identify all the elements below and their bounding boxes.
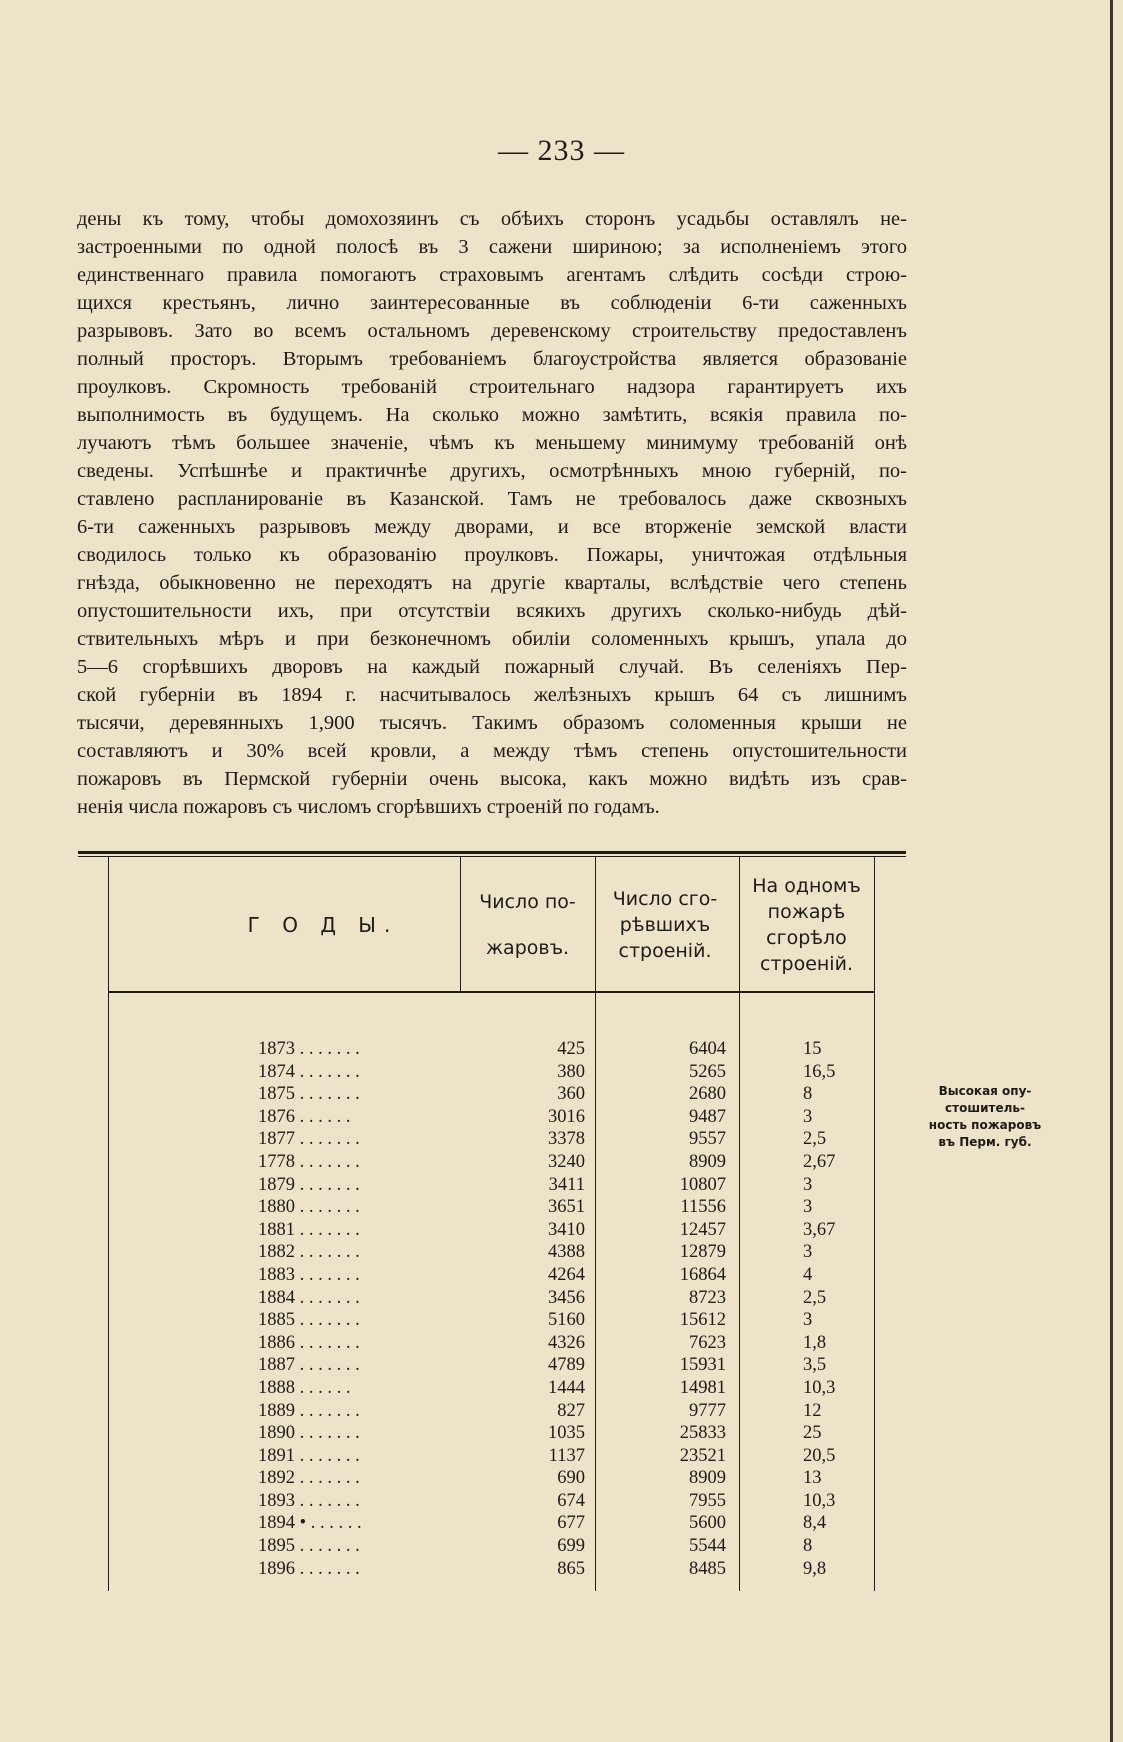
cell-burned: 2680	[689, 1084, 726, 1105]
cell-per-fire: 10,3	[803, 1490, 836, 1511]
cell-year: 1876 . . . . . .	[258, 1106, 351, 1127]
header-fires-line: жаровъ.	[485, 937, 570, 959]
cell-year: 1884 . . . . . . .	[258, 1287, 360, 1308]
cell-burned: 11556	[680, 1197, 726, 1218]
table-row	[78, 1264, 906, 1287]
paragraph-line: ствительныхъ мѣръ и при безконечномъ обиліи соломенныхъ крышъ, упала до	[77, 628, 907, 650]
paragraph-line: опустошительности ихъ, при отсутствіи всякихъ другихъ сколько-нибудь дѣй-	[77, 600, 907, 622]
cell-fires: 3240	[548, 1151, 585, 1172]
cell-burned: 8909	[689, 1151, 726, 1172]
cell-per-fire: 16,5	[803, 1061, 836, 1082]
cell-per-fire: 9,8	[803, 1558, 827, 1579]
table-row	[78, 1377, 906, 1400]
cell-year: 1896 . . . . . . .	[258, 1558, 360, 1579]
cell-burned: 10807	[679, 1174, 726, 1195]
table-row	[78, 1151, 906, 1174]
cell-year: 1881 . . . . . . .	[258, 1219, 360, 1240]
cell-burned: 15931	[679, 1355, 726, 1376]
paragraph-line: застроенными по одной полосѣ въ 3 сажени шириною; за исполненіемъ этого	[77, 236, 907, 258]
cell-per-fire: 1,8	[803, 1332, 827, 1353]
cell-fires: 4388	[548, 1242, 585, 1263]
cell-fires: 360	[557, 1084, 585, 1105]
table-row	[78, 1219, 906, 1242]
margin-note-line: въ Перм. губ.	[938, 1135, 1032, 1149]
cell-burned: 7955	[689, 1490, 726, 1511]
cell-year: 1874 . . . . . . .	[258, 1061, 360, 1082]
cell-fires: 677	[557, 1513, 585, 1534]
cell-burned: 9487	[689, 1106, 726, 1127]
fires-table	[78, 851, 906, 1591]
cell-fires: 3456	[548, 1287, 585, 1308]
table-row	[78, 1061, 906, 1084]
cell-burned: 25833	[679, 1423, 726, 1444]
cell-year: 1890 . . . . . . .	[258, 1423, 360, 1444]
page-edge-line	[1110, 0, 1113, 1742]
cell-burned: 12457	[679, 1219, 726, 1240]
cell-per-fire: 8,4	[803, 1513, 827, 1534]
table-row	[78, 1083, 906, 1106]
cell-fires: 865	[557, 1558, 585, 1579]
cell-fires: 3016	[548, 1106, 585, 1127]
paragraph-line: пожаровъ въ Пермской губерніи очень высока, какъ можно видѣть изъ срав-	[77, 768, 907, 790]
cell-per-fire: 2,5	[803, 1129, 827, 1150]
paragraph-line: проулковъ. Скромность требованій строительнаго надзора гарантируетъ ихъ	[77, 376, 907, 398]
cell-year: 1888 . . . . . .	[258, 1377, 351, 1398]
cell-fires: 380	[557, 1061, 585, 1082]
cell-year: 1873 . . . . . . .	[258, 1039, 360, 1059]
header-burned	[595, 861, 735, 989]
table-row	[78, 1174, 906, 1197]
cell-burned: 7623	[689, 1332, 726, 1353]
table-row	[78, 1106, 906, 1129]
cell-year: 1889 . . . . . . .	[258, 1400, 360, 1421]
cell-fires: 4264	[548, 1264, 585, 1285]
header-burned-line: рѣвшихъ	[619, 914, 711, 936]
cell-fires: 3410	[548, 1219, 585, 1240]
margin-note-line: стошитель-	[945, 1101, 1025, 1115]
cell-year: 1875 . . . . . . .	[258, 1084, 360, 1105]
cell-fires: 3651	[548, 1197, 585, 1218]
cell-fires: 690	[557, 1468, 585, 1489]
header-per-line: строеній.	[760, 953, 853, 975]
paragraph-line: щихся крестьянъ, лично заинтересованные въ соблюденіи 6-ти саженныхъ	[77, 292, 907, 314]
cell-per-fire: 8	[803, 1084, 813, 1105]
header-per-line: сгорѣло	[766, 927, 847, 949]
table-row	[78, 1490, 906, 1513]
cell-year: 1891 . . . . . . .	[258, 1445, 360, 1466]
cell-per-fire: 3	[803, 1106, 813, 1127]
cell-fires: 674	[557, 1490, 585, 1511]
cell-per-fire: 13	[803, 1468, 822, 1489]
cell-burned: 8909	[689, 1468, 726, 1489]
paragraph-line: дены къ тому, чтобы домохозяинъ съ обѣихъ сторонъ усадьбы оставлялъ не-	[77, 208, 907, 230]
cell-per-fire: 2,67	[803, 1151, 836, 1172]
cell-per-fire: 8	[803, 1536, 813, 1557]
header-burned-line: Число сго-	[612, 888, 718, 910]
page-number: — 233 —	[498, 134, 625, 167]
table-row	[78, 1309, 906, 1332]
cell-per-fire: 3	[803, 1197, 813, 1218]
cell-burned: 8485	[689, 1558, 726, 1579]
table-row	[78, 1241, 906, 1264]
table-row	[78, 1467, 906, 1490]
cell-fires: 1035	[548, 1423, 585, 1444]
paragraph-line: тысячи, деревянныхъ 1,900 тысячъ. Такимъ образомъ соломенныя крыши не	[77, 712, 907, 734]
cell-burned: 16864	[679, 1264, 726, 1285]
cell-year: 1887 . . . . . . .	[258, 1355, 360, 1376]
paragraph-line: лучаютъ тѣмъ большее значеніе, чѣмъ къ меньшему минимуму требованій онѣ	[77, 432, 907, 454]
table-row	[78, 1558, 906, 1581]
paragraph-line: ненія числа пожаровъ съ числомъ сгорѣвшихъ строеній по годамъ.	[77, 796, 660, 818]
cell-fires: 5160	[548, 1310, 585, 1331]
cell-fires: 1137	[548, 1445, 585, 1466]
cell-per-fire: 3	[803, 1174, 813, 1195]
cell-per-fire: 3	[803, 1310, 813, 1331]
cell-year: 1885 . . . . . . .	[258, 1310, 360, 1331]
header-per-line: пожарѣ	[767, 901, 846, 923]
header-fires-line: Число по-	[479, 891, 576, 913]
table-top-rule	[78, 851, 906, 854]
cell-per-fire: 3,67	[803, 1219, 836, 1240]
cell-per-fire: 15	[803, 1039, 822, 1059]
paragraph-line: 5—6 сгорѣвшихъ дворовъ на каждый пожарный случай. Въ селеніяхъ Пер-	[77, 656, 907, 678]
margin-note	[920, 1083, 1050, 1151]
cell-per-fire: 20,5	[803, 1445, 836, 1466]
paragraph-line: составляютъ и 30% всей кровли, а между тѣмъ степень опустошительности	[77, 740, 907, 762]
table-row	[78, 1445, 906, 1468]
paragraph-line: полный просторъ. Вторымъ требованіемъ благоустройства является образованіе	[77, 348, 907, 370]
paragraph-line: сведены. Успѣшнѣе и практичнѣе другихъ, осмотрѣнныхъ мною губерній, по-	[77, 460, 907, 482]
cell-burned: 5600	[689, 1513, 726, 1534]
cell-per-fire: 25	[803, 1423, 822, 1444]
table-row	[78, 1128, 906, 1151]
paragraph-line: выполнимость въ будущемъ. На сколько можно замѣтить, всякія правила по-	[77, 404, 907, 426]
table-row	[78, 1287, 906, 1310]
cell-burned: 14981	[679, 1377, 726, 1398]
cell-fires: 1444	[548, 1377, 585, 1398]
cell-fires: 699	[557, 1536, 585, 1557]
cell-year: 1880 . . . . . . .	[258, 1197, 360, 1218]
table-row	[78, 1196, 906, 1219]
cell-per-fire: 10,3	[803, 1377, 836, 1398]
cell-per-fire: 12	[803, 1400, 822, 1421]
header-years-label: Г О Д Ы.	[247, 913, 399, 937]
margin-note-line: ность пожаровъ	[928, 1118, 1042, 1132]
cell-burned: 5544	[689, 1536, 726, 1557]
cell-fires: 425	[557, 1039, 585, 1059]
header-burned-line: строеній.	[618, 940, 712, 962]
cell-burned: 9557	[689, 1129, 726, 1150]
cell-per-fire: 3	[803, 1242, 813, 1263]
cell-burned: 5265	[689, 1061, 726, 1082]
cell-year: 1893 . . . . . . .	[258, 1490, 360, 1511]
header-fires	[460, 861, 595, 989]
header-per-fire	[739, 861, 874, 989]
margin-note-line: Высокая опу-	[938, 1084, 1032, 1098]
cell-fires: 3378	[548, 1129, 585, 1150]
table-body	[78, 1038, 906, 1580]
cell-year: 1883 . . . . . . .	[258, 1264, 360, 1285]
cell-burned: 23521	[679, 1445, 726, 1466]
table-header-rule	[108, 991, 874, 993]
paragraph-line: сводилось только къ образованію проулковъ. Пожары, уничтожая отдѣльныя	[77, 544, 907, 566]
cell-year: 1892 . . . . . . .	[258, 1468, 360, 1489]
cell-year: 1879 . . . . . . .	[258, 1174, 360, 1195]
cell-fires: 827	[557, 1400, 585, 1421]
cell-burned: 6404	[689, 1039, 726, 1059]
paragraph-line: ставлено распланированіе въ Казанской. Тамъ не требовалось даже сквозныхъ	[77, 488, 907, 510]
cell-burned: 9777	[689, 1400, 726, 1421]
table-row	[78, 1422, 906, 1445]
cell-fires: 4326	[548, 1332, 585, 1353]
cell-fires: 4789	[548, 1355, 585, 1376]
paragraph-line: ской губерніи въ 1894 г. насчитывалось желѣзныхъ крышъ 64 съ лишнимъ	[77, 684, 907, 706]
body-paragraph	[77, 205, 907, 821]
table-row	[78, 1512, 906, 1535]
table-row	[78, 1332, 906, 1355]
cell-year: 1895 . . . . . . .	[258, 1536, 360, 1557]
paragraph-line: единственнаго правила помогаютъ страховымъ агентамъ слѣдить сосѣди строю-	[77, 264, 907, 286]
cell-year: 1886 . . . . . . .	[258, 1332, 360, 1353]
cell-year: 1877 . . . . . . .	[258, 1129, 360, 1150]
cell-per-fire: 2,5	[803, 1287, 827, 1308]
cell-burned: 15612	[679, 1310, 726, 1331]
cell-per-fire: 3,5	[803, 1355, 827, 1376]
cell-year: 1778 . . . . . . .	[258, 1151, 360, 1172]
table-row	[78, 1038, 906, 1061]
cell-burned: 8723	[689, 1287, 726, 1308]
cell-year: 1894 • . . . . . .	[258, 1513, 362, 1534]
table-row	[78, 1535, 906, 1558]
paragraph-line: разрывовъ. Зато во всемъ остальномъ деревенскому строительству предоставленъ	[77, 320, 907, 342]
cell-year: 1882 . . . . . . .	[258, 1242, 360, 1263]
cell-burned: 12879	[679, 1242, 726, 1263]
paragraph-line: 6-ти саженныхъ разрывовъ между дворами, и все вторженіе земской власти	[77, 516, 907, 538]
paragraph-line: гнѣзда, обыкновенно не переходятъ на другіе кварталы, вслѣдствіе чего степень	[77, 572, 907, 594]
header-per-line: На одномъ	[752, 875, 861, 897]
cell-per-fire: 4	[803, 1264, 813, 1285]
table-row	[78, 1354, 906, 1377]
cell-fires: 3411	[548, 1174, 585, 1195]
table-row	[78, 1400, 906, 1423]
table-top-rule-thin	[78, 856, 906, 857]
